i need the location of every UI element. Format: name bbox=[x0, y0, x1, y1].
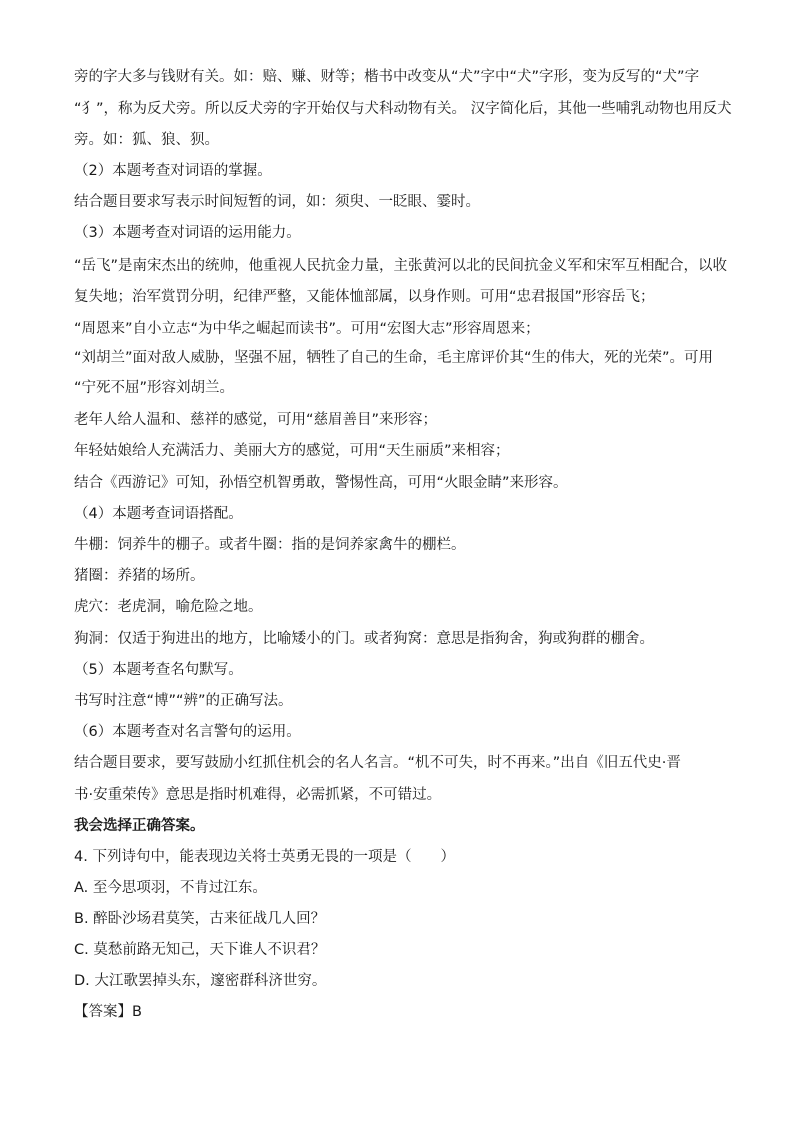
text-line: 虎穴：老虎洞，喻危险之地。 bbox=[74, 599, 263, 615]
text-line: 旁。如：狐、狼、狈。 bbox=[74, 132, 219, 148]
answer-label: 【答案】B bbox=[74, 1004, 142, 1020]
section-heading: （6）本题考查对名言警句的运用。 bbox=[74, 724, 301, 740]
option-a: A. 至今思项羽，不肯过江东。 bbox=[74, 880, 267, 896]
text-line: “犭”，称为反犬旁。所以反犬旁的字开始仅与犬科动物有关。 汉字简化后，其他一些哺乳动物也用反犬 bbox=[74, 101, 732, 117]
option-b: B. 醉卧沙场君莫笑，古来征战几人回？ bbox=[74, 911, 326, 927]
text-line: 结合题目要求写表示时间短暂的词，如：须臾、一眨眼、霎时。 bbox=[74, 194, 480, 210]
text-line: 狗洞：仅适于狗进出的地方，比喻矮小的门。或者狗窝：意思是指狗舍，狗或狗群的棚舍。 bbox=[74, 631, 654, 647]
text-line: 结合《西游记》可知，孙悟空机智勇敢，警惕性高，可用“火眼金睛”来形容。 bbox=[74, 475, 568, 491]
text-line: “宁死不屈”形容刘胡兰。 bbox=[74, 380, 235, 396]
text-line: “岳飞”是南宋杰出的统帅，他重视人民抗金力量，主张黄河以北的民间抗金义军和宋军互相配合，以收 bbox=[74, 258, 728, 274]
text-line: 结合题目要求，要写鼓励小红抓住机会的名人名言。“机不可失，时不再来。”出自《旧五代史·晋 bbox=[74, 755, 681, 771]
text-line: 牛棚：饲养牛的棚子。或者牛圈：指的是饲养家禽牛的棚栏。 bbox=[74, 537, 466, 553]
section-heading: （2）本题考查对词语的掌握。 bbox=[74, 163, 272, 179]
text-line: 复失地；治军赏罚分明，纪律严整，又能体恤部属，以身作则。可用“忠君报国”形容岳飞； bbox=[74, 289, 655, 305]
text-line: 猪圈：养猪的场所。 bbox=[74, 568, 205, 584]
part-heading: 我会选择正确答案。 bbox=[74, 818, 205, 834]
text-line: “刘胡兰”面对敌人威胁，坚强不屈，牺牲了自己的生命，毛主席评价其“生的伟大，死的光荣”。可用 bbox=[74, 350, 714, 366]
text-line: 老年人给人温和、慈祥的感觉，可用“慈眉善目”来形容； bbox=[74, 412, 438, 428]
text-line: “周恩来”自小立志“为中华之崛起而读书”。可用“宏图大志”形容周恩来； bbox=[74, 321, 540, 337]
option-c: C. 莫愁前路无知己，天下谁人不识君？ bbox=[74, 942, 326, 958]
section-heading: （3）本题考查对词语的运用能力。 bbox=[74, 225, 301, 241]
text-line: 年轻姑娘给人充满活力、美丽大方的感觉，可用“天生丽质”来相容； bbox=[74, 443, 510, 459]
section-heading: （4）本题考查词语搭配。 bbox=[74, 506, 243, 522]
text-line: 旁的字大多与钱财有关。如：赔、赚、财等；楷书中改变从“犬”字中“犬”字形，变为反写的“犬”字 bbox=[74, 69, 700, 85]
text-line: 书·安重荣传》意思是指时机难得，必需抓紧，不可错过。 bbox=[74, 787, 442, 803]
section-heading: （5）本题考查名句默写。 bbox=[74, 662, 243, 678]
option-d: D. 大江歌罢掉头东，邃密群科济世穷。 bbox=[74, 973, 327, 989]
text-line: 书写时注意“博”“辨”的正确写法。 bbox=[74, 693, 293, 709]
question-stem: 4. 下列诗句中，能表现边关将士英勇无畏的一项是（ ） bbox=[74, 849, 455, 865]
